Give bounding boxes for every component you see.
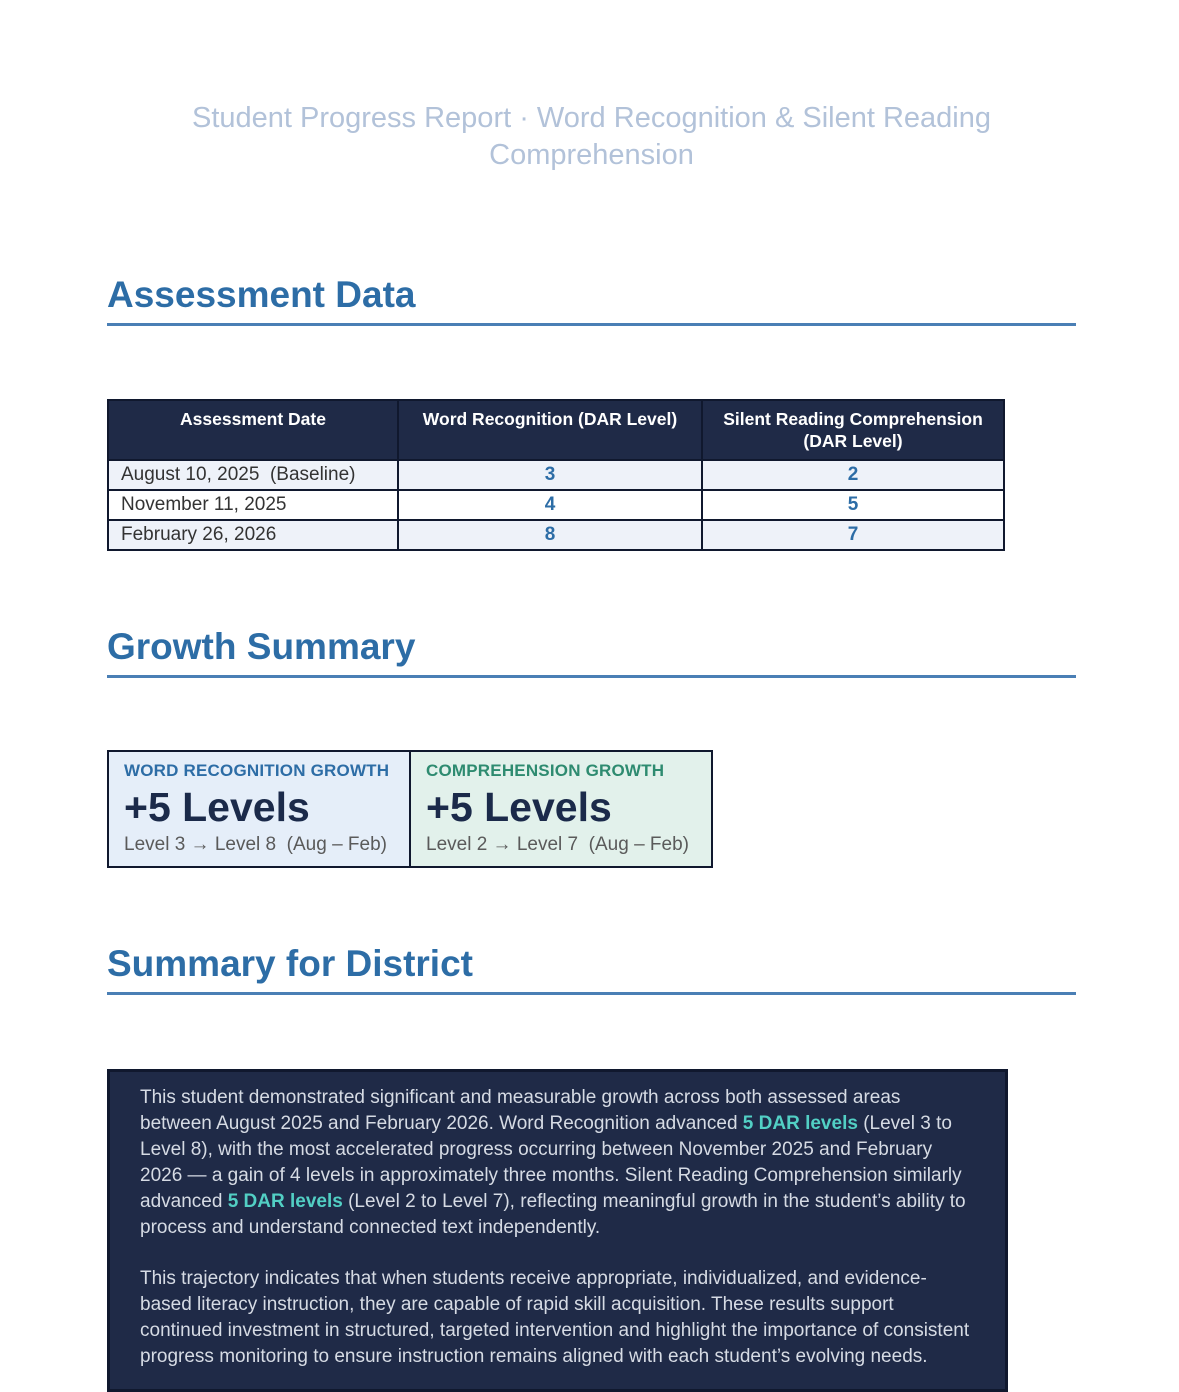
assessment-heading: Assessment Data [107,274,1076,326]
assessment-section [107,274,1076,551]
column-header-date: Assessment Date [108,400,398,460]
highlight-dar-levels: 5 DAR levels [742,1113,858,1134]
card-label: COMPREHENSION GROWTH [426,761,665,780]
assessment-table-header [108,400,1004,460]
comprehension-level: 2 [702,460,1004,490]
assessment-date: November 11, 2025 [108,490,398,520]
growth-detail: Level 3 → Level 8 (Aug – Feb) [124,834,387,855]
table-row [108,460,1004,490]
word-recognition-growth-card [107,750,411,868]
summary-heading: Summary for District [107,943,1076,995]
word-recognition-level: 8 [398,520,702,550]
summary-text: (Level 3 to Level 8), with the most accelerated progress occurring between November 2025 and February 2026 — a gain of 4 levels in approximately three months. Silent Reading Comprehension similarly advanced [140,1113,962,1212]
table-row [108,490,1004,520]
column-header-word-recognition: Word Recognition (DAR Level) [398,400,702,460]
summary-paragraph-2: This trajectory indicates that when students receive appropriate, individualized, and evidence-based literacy instruction, they are capable of rapid skill acquisition. These results support continued investment in structured, targeted intervention and highlight the importance of consistent progress monitoring to ensure instruction remains aligned with each student’s evolving needs. [140,1268,970,1367]
growth-value: +5 Levels [124,784,310,830]
summary-paragraph-1 [140,1085,977,1241]
growth-detail: Level 2 → Level 7 (Aug – Feb) [426,834,689,855]
summary-text-box [107,1069,1008,1392]
column-header-comprehension: Silent Reading Comprehension (DAR Level) [702,400,1004,460]
highlight-dar-levels: 5 DAR levels [227,1191,343,1212]
growth-heading: Growth Summary [107,626,1076,678]
growth-value: +5 Levels [426,784,612,830]
card-label: WORD RECOGNITION GROWTH [124,761,390,780]
summary-text: This student demonstrated significant and measurable growth across both assessed areas between August 2025 and February 2026. Word Recognition advanced [140,1087,901,1134]
assessment-date: August 10, 2025 (Baseline) [108,460,398,490]
growth-section [107,626,1076,868]
table-row [108,520,1004,550]
comprehension-level: 5 [702,490,1004,520]
comprehension-growth-card [409,750,713,868]
assessment-date: February 26, 2026 [108,520,398,550]
word-recognition-level: 3 [398,460,702,490]
comprehension-level: 7 [702,520,1004,550]
assessment-table [107,399,1005,551]
word-recognition-level: 4 [398,490,702,520]
summary-text: (Level 2 to Level 7), reflecting meaningful growth in the student’s ability to process and understand connected text independently. [140,1191,966,1238]
district-summary-section [107,943,1076,1392]
page-title: Student Progress Report · Word Recognition & Silent Reading Comprehension [191,102,991,171]
growth-cards [107,750,1076,868]
